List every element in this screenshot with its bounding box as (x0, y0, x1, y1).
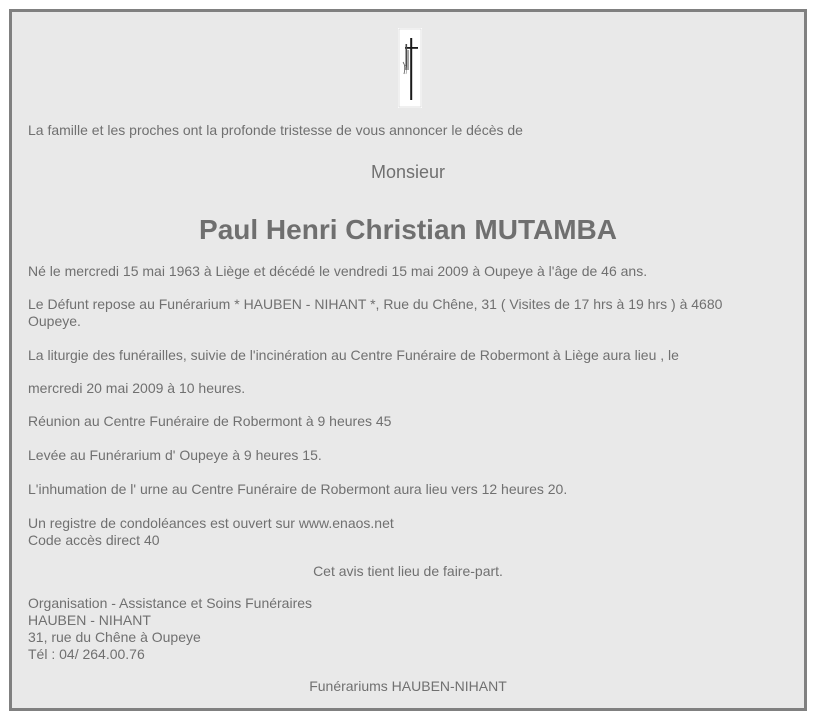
liturgy-text-line2: mercredi 20 mai 2009 à 10 heures. (28, 380, 246, 396)
birth-death-text: Né le mercredi 15 mai 1963 à Liège et décédé le vendredi 15 mai 2009 à Oupeye à l'âge de 46 ans. (28, 263, 648, 279)
inhumation-text: L'inhumation de l' urne au Centre Funéraire de Robermont aura lieu vers 12 heures 20. (28, 481, 568, 497)
faire-part-text: Cet avis tient lieu de faire-part. (313, 563, 503, 579)
repose-text-line2: Oupeye. (28, 313, 81, 329)
registry-text-line1: Un registre de condoléances est ouvert sur www.enaos.net (28, 515, 394, 531)
organisation-line1: Organisation - Assistance et Soins Funéraires (28, 595, 313, 611)
footer-text: Funérariums HAUBEN-NIHANT (309, 678, 507, 694)
honorific-title: Monsieur (370, 162, 446, 182)
cross-image (398, 28, 422, 108)
liturgy-text-line1: La liturgie des funérailles, suivie de l'incinération au Centre Funéraire de Robermont à Liège aura lieu , le (28, 347, 679, 363)
organisation-line3: 31, rue du Chêne à Oupeye (28, 629, 201, 645)
intro-text: La famille et les proches ont la profonde tristesse de vous annoncer le décès de (28, 122, 523, 138)
notice-frame (9, 9, 807, 711)
organisation-phone: Tél : 04/ 264.00.76 (28, 646, 145, 662)
cross-icon (398, 28, 422, 108)
registry-text-line2: Code accès direct 40 (28, 532, 160, 548)
deceased-name: Paul Henri Christian MUTAMBA (199, 214, 617, 245)
reunion-text: Réunion au Centre Funéraire de Robermont à 9 heures 45 (28, 413, 392, 429)
repose-text-line1: Le Défunt repose au Funérarium * HAUBEN - NIHANT *, Rue du Chêne, 31 ( Visites de 17 hrs à 19 hrs ) à 4680 (28, 296, 723, 312)
levee-text: Levée au Funérarium d' Oupeye à 9 heures 15. (28, 447, 322, 463)
organisation-line2: HAUBEN - NIHANT (28, 612, 151, 628)
